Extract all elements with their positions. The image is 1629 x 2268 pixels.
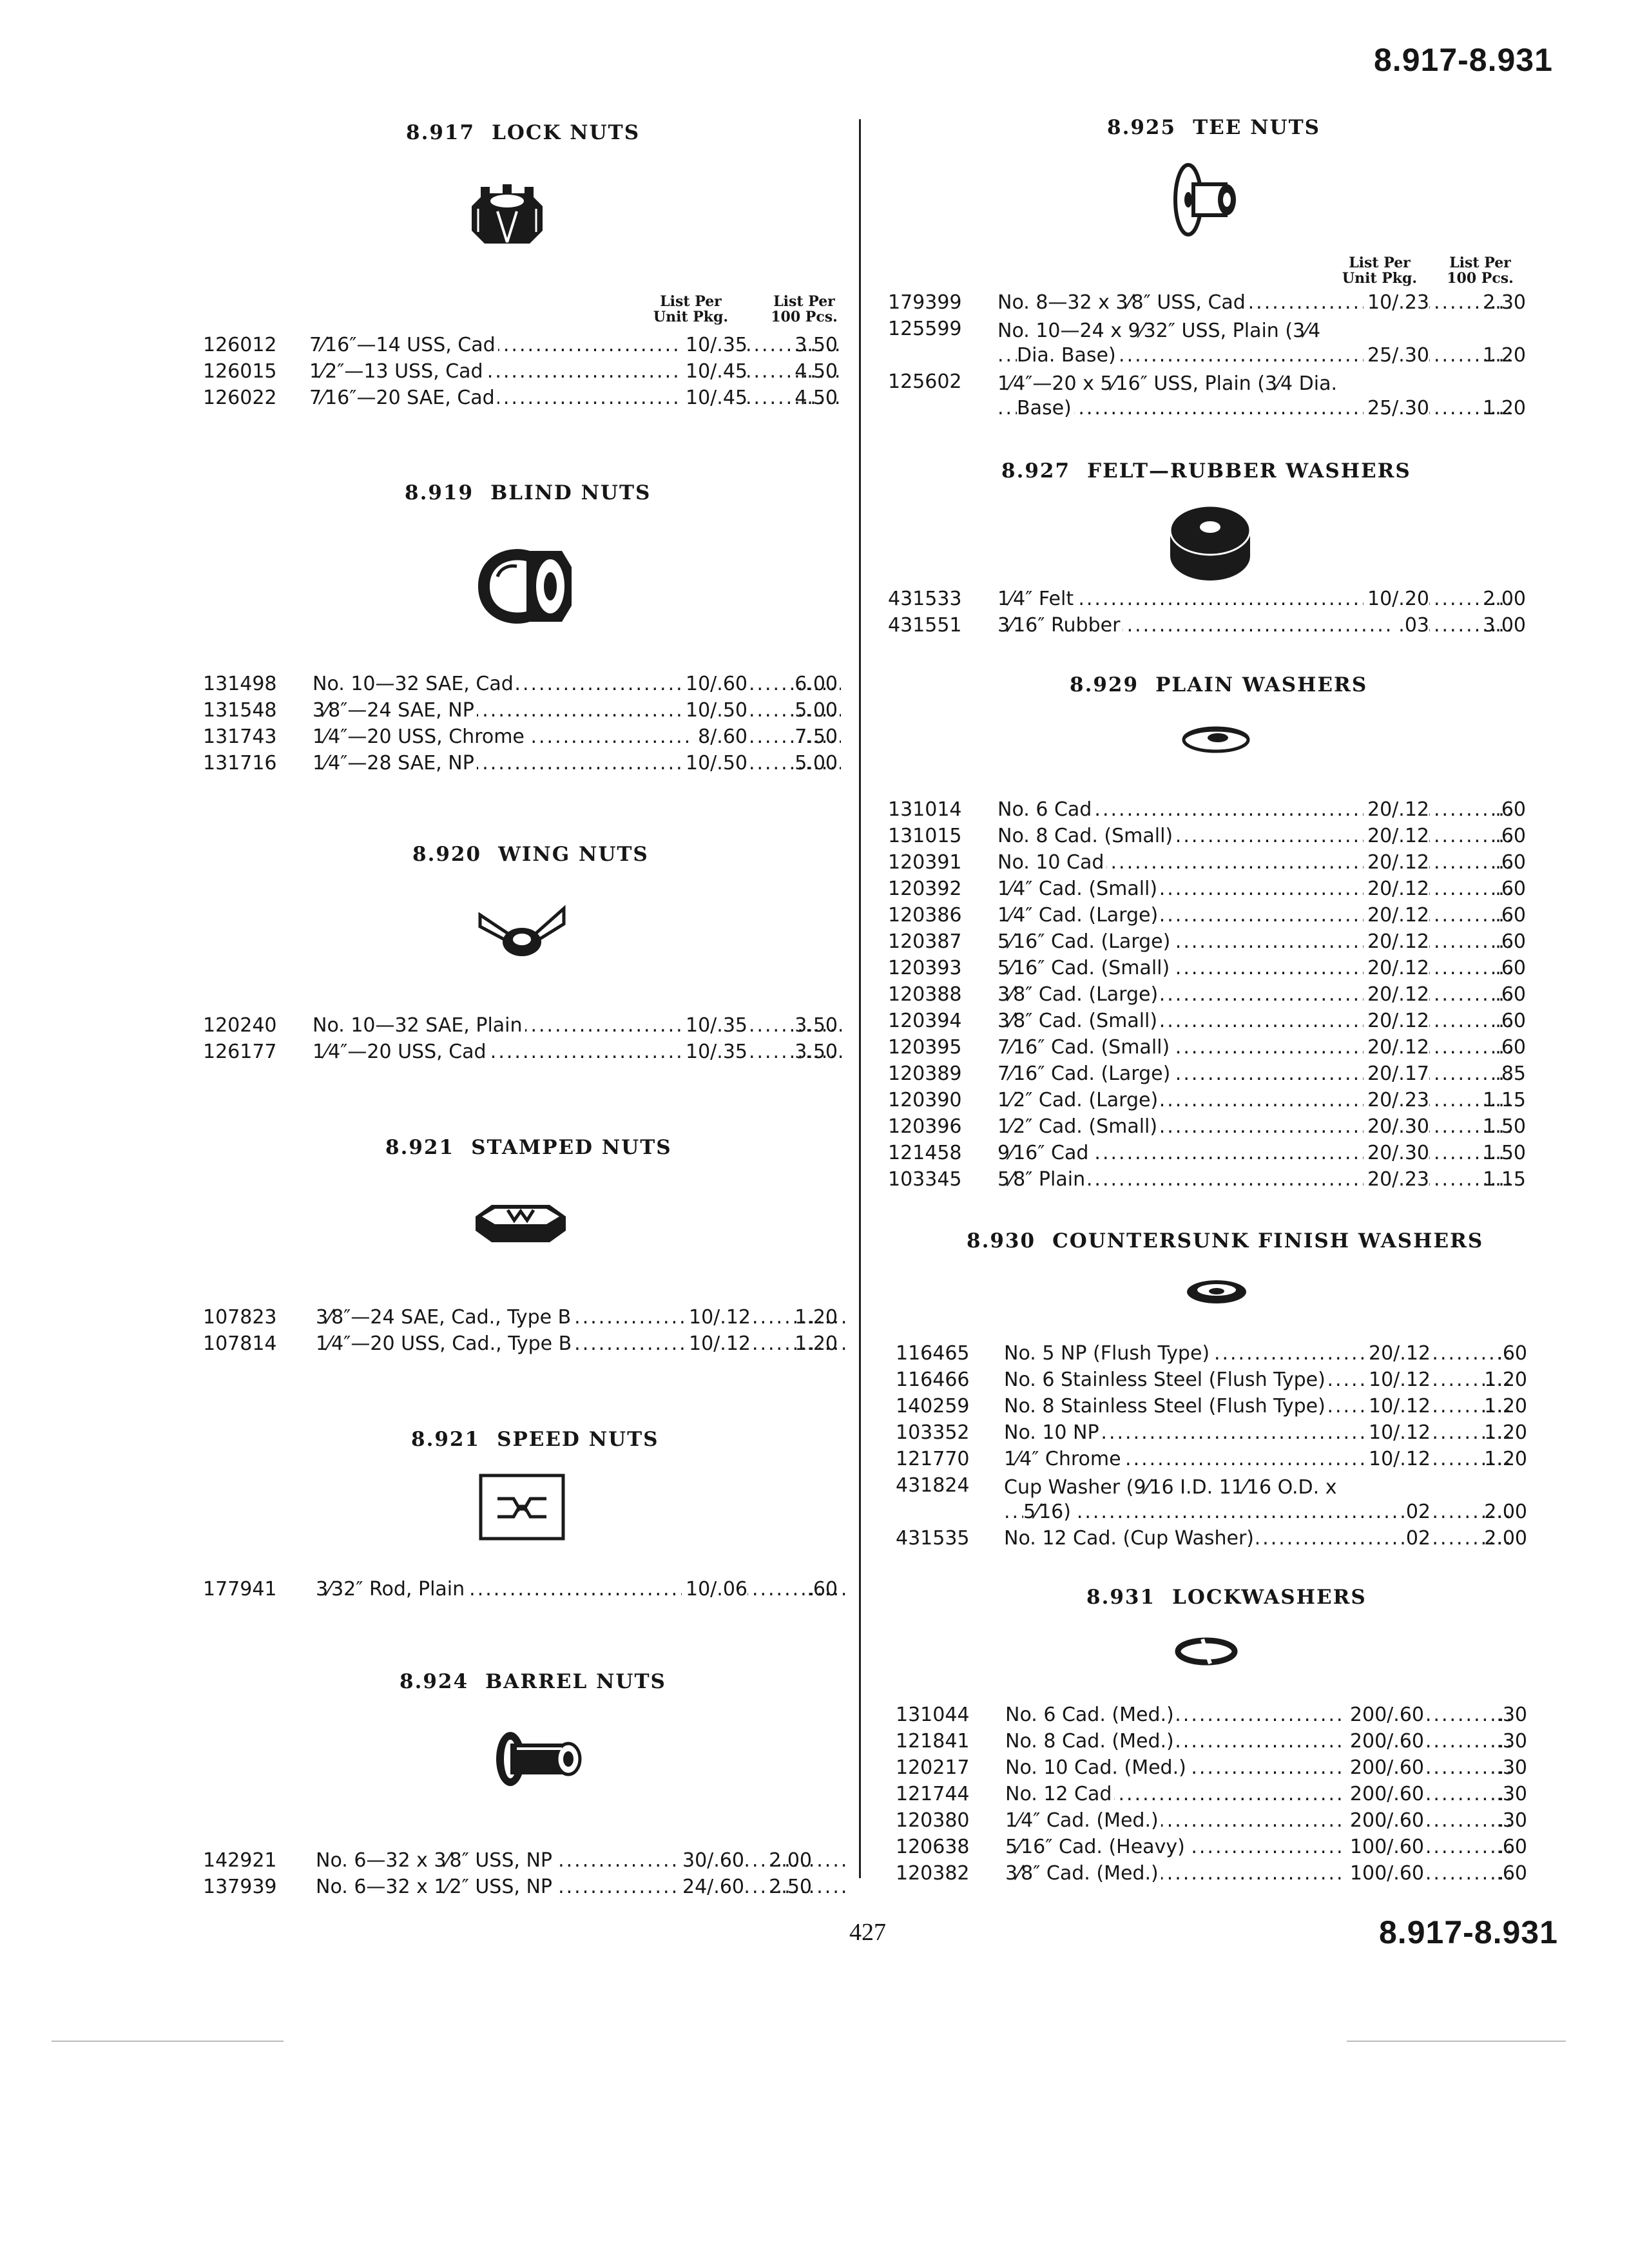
table-row: 120386 1⁄4″ Cad. (Large) ..... 20/.12 .60	[888, 904, 1532, 930]
list-felt-rubber-washers	[888, 588, 1532, 640]
table-row: 121770 1⁄4″ Chrome ..... 10/.12 1.20	[896, 1448, 1534, 1474]
list-tee-nuts	[888, 291, 1532, 423]
table-row: 125599 No. 10—24 x 9⁄32″ USS, Plain (3⁄4 Dia. Base) ..... 25/.30 1.20	[888, 318, 1532, 370]
section-title-felt-rubber-washers: 8.927 FELT—RUBBER WASHERS	[1001, 459, 1411, 483]
column-divider	[859, 119, 861, 1878]
stamped-nut-icon	[469, 1197, 572, 1249]
list-barrel-nuts	[203, 1849, 844, 1902]
list-plain-washers	[888, 798, 1532, 1195]
table-row: 103352 No. 10 NP ..... 10/.12 1.20	[896, 1421, 1534, 1448]
table-row: 142921 No. 6—32 x 3⁄8″ USS, NP ..... 30/.60 2.00	[203, 1849, 844, 1876]
table-row: 131498 No. 10—32 SAE, Cad ..... 10/.60 6.00	[203, 673, 844, 699]
section-title-wing-nuts: 8.920 WING NUTS	[412, 843, 649, 866]
table-row: 131716 1⁄4″—28 SAE, NP ..... 10/.50 5.00	[203, 752, 844, 778]
table-row: 120382 3⁄8″ Cad. (Med.) ..... 100/.60 .60	[896, 1862, 1534, 1888]
scan-artifact	[52, 2041, 284, 2042]
table-row: 137939 No. 6—32 x 1⁄2″ USS, NP ..... 24/.60 2.50	[203, 1876, 844, 1902]
table-row: 120389 7⁄16″ Cad. (Large) ..... 20/.17 .85	[888, 1062, 1532, 1089]
table-row: 103345 5⁄8″ Plain ..... 20/.23 1.15	[888, 1168, 1532, 1195]
table-row: 121744 No. 12 Cad ..... 200/.60 .30	[896, 1783, 1534, 1809]
list-speed-nuts	[203, 1578, 844, 1604]
table-row: 140259 No. 8 Stainless Steel (Flush Type) ..... 10/.12 1.20	[896, 1395, 1534, 1421]
table-row: 120387 5⁄16″ Cad. (Large) ..... 20/.12 .60	[888, 930, 1532, 957]
table-row: 107814 1⁄4″—20 USS, Cad., Type B ..... 10/.12 1.20	[203, 1332, 844, 1359]
section-title-plain-washers: 8.929 PLAIN WASHERS	[1070, 673, 1368, 697]
table-row: 120240 No. 10—32 SAE, Plain ..... 10/.35 3.50	[203, 1014, 844, 1041]
felt-washer-icon	[1165, 501, 1255, 585]
column-header-100-pcs: List Per 100 Pcs.	[771, 293, 838, 325]
section-title-lock-nuts: 8.917 LOCK NUTS	[406, 121, 641, 144]
table-row: 179399 No. 8—32 x 3⁄8″ USS, Cad ..... 10/.23 2.30	[888, 291, 1532, 318]
acorn-nut-icon	[465, 538, 581, 635]
table-row: 120392 1⁄4″ Cad. (Small) ..... 20/.12 .60	[888, 878, 1532, 904]
section-title-speed-nuts: 8.921 SPEED NUTS	[411, 1428, 659, 1451]
tee-nut-icon	[1171, 161, 1242, 238]
countersunk-washer-icon	[1184, 1276, 1249, 1308]
table-row: 120390 1⁄2″ Cad. (Large) ..... 20/.23 1.15	[888, 1089, 1532, 1115]
section-title-stamped-nuts: 8.921 STAMPED NUTS	[385, 1136, 672, 1159]
list-lock-nuts	[203, 334, 844, 413]
table-row: 177941 3⁄32″ Rod, Plain ..... 10/.06 .60	[203, 1578, 844, 1604]
list-countersunk-finish-washers	[896, 1342, 1534, 1553]
table-row: 131548 3⁄8″—24 SAE, NP ..... 10/.50 5.00	[203, 699, 844, 726]
table-row: 120388 3⁄8″ Cad. (Large) ..... 20/.12 .60	[888, 983, 1532, 1010]
castle-nut-icon	[459, 180, 555, 251]
table-row: 120217 No. 10 Cad. (Med.) ..... 200/.60 .30	[896, 1756, 1534, 1783]
list-stamped-nuts	[203, 1306, 844, 1359]
section-title-countersunk-finish-washers: 8.930 COUNTERSUNK FINISH WASHERS	[967, 1229, 1484, 1253]
table-row: 120380 1⁄4″ Cad. (Med.) ..... 200/.60 .30	[896, 1809, 1534, 1836]
lockwasher-icon	[1174, 1635, 1239, 1667]
column-header-unit-pkg: List Per Unit Pkg.	[653, 293, 729, 325]
table-row: 131015 No. 8 Cad. (Small) ..... 20/.12 .60	[888, 825, 1532, 851]
table-row: 125602 1⁄4″—20 x 5⁄16″ USS, Plain (3⁄4 Dia. Base) ..... 25/.30 1.20	[888, 370, 1532, 423]
section-title-blind-nuts: 8.919 BLIND NUTS	[405, 481, 651, 505]
table-row: 126177 1⁄4″—20 USS, Cad ..... 10/.35 3.50	[203, 1041, 844, 1067]
list-wing-nuts	[203, 1014, 844, 1067]
scan-artifact	[1347, 2041, 1566, 2042]
table-row: 120396 1⁄2″ Cad. (Small) ..... 20/.30 1.50	[888, 1115, 1532, 1142]
page-number: 427	[849, 1919, 886, 1946]
speed-nut-icon	[478, 1473, 566, 1541]
table-row: 116466 No. 6 Stainless Steel (Flush Type) ..... 10/.12 1.20	[896, 1369, 1534, 1395]
list-blind-nuts	[203, 673, 844, 778]
table-row: 126015 1⁄2″—13 USS, Cad ..... 10/.45 4.50	[203, 360, 844, 387]
table-row: 120391 No. 10 Cad ..... 20/.12 .60	[888, 851, 1532, 878]
table-row: 131044 No. 6 Cad. (Med.) ..... 200/.60 .30	[896, 1704, 1534, 1730]
wing-nut-icon	[474, 902, 570, 966]
table-row: 431535 No. 12 Cad. (Cup Washer) ..... .02 2.00	[896, 1527, 1534, 1553]
column-header-100-pcs: List Per 100 Pcs.	[1447, 255, 1514, 287]
page-range-top: 8.917-8.931	[1374, 42, 1553, 78]
section-title-tee-nuts: 8.925 TEE NUTS	[1107, 116, 1321, 139]
section-title-lockwashers: 8.931 LOCKWASHERS	[1086, 1586, 1367, 1609]
column-header-unit-pkg: List Per Unit Pkg.	[1342, 255, 1418, 287]
table-row: 107823 3⁄8″—24 SAE, Cad., Type B ..... 10/.12 1.20	[203, 1306, 844, 1332]
table-row: 116465 No. 5 NP (Flush Type) ..... 20/.12 .60	[896, 1342, 1534, 1369]
table-row: 121458 9⁄16″ Cad ..... 20/.30 1.50	[888, 1142, 1532, 1168]
page-range-bottom: 8.917-8.931	[1379, 1914, 1558, 1950]
table-row: 431551 3⁄16″ Rubber ..... .03 3.00	[888, 614, 1532, 640]
table-row: 120394 3⁄8″ Cad. (Small) ..... 20/.12 .60	[888, 1010, 1532, 1036]
flat-washer-icon	[1181, 724, 1251, 756]
table-row: 431533 1⁄4″ Felt ..... 10/.20 2.00	[888, 588, 1532, 614]
table-row: 131014 No. 6 Cad ..... 20/.12 .60	[888, 798, 1532, 825]
section-title-barrel-nuts: 8.924 BARREL NUTS	[400, 1670, 666, 1693]
barrel-nut-icon	[491, 1727, 588, 1791]
table-row: 126012 7⁄16″—14 USS, Cad ..... 10/.35 3.50	[203, 334, 844, 360]
table-row: 120638 5⁄16″ Cad. (Heavy) ..... 100/.60 .60	[896, 1836, 1534, 1862]
table-row: 120393 5⁄16″ Cad. (Small) ..... 20/.12 .60	[888, 957, 1532, 983]
table-row: 131743 1⁄4″—20 USS, Chrome ..... 8/.60 7.50	[203, 726, 844, 752]
list-lockwashers	[896, 1704, 1534, 1888]
table-row: 120395 7⁄16″ Cad. (Small) ..... 20/.12 .60	[888, 1036, 1532, 1062]
table-row: 126022 7⁄16″—20 SAE, Cad ..... 10/.45 4.50	[203, 387, 844, 413]
table-row: 121841 No. 8 Cad. (Med.) ..... 200/.60 .30	[896, 1730, 1534, 1756]
table-row: 431824 Cup Washer (9⁄16 I.D. 11⁄16 O.D. x 5⁄16) ..... .02 2.00	[896, 1474, 1534, 1527]
